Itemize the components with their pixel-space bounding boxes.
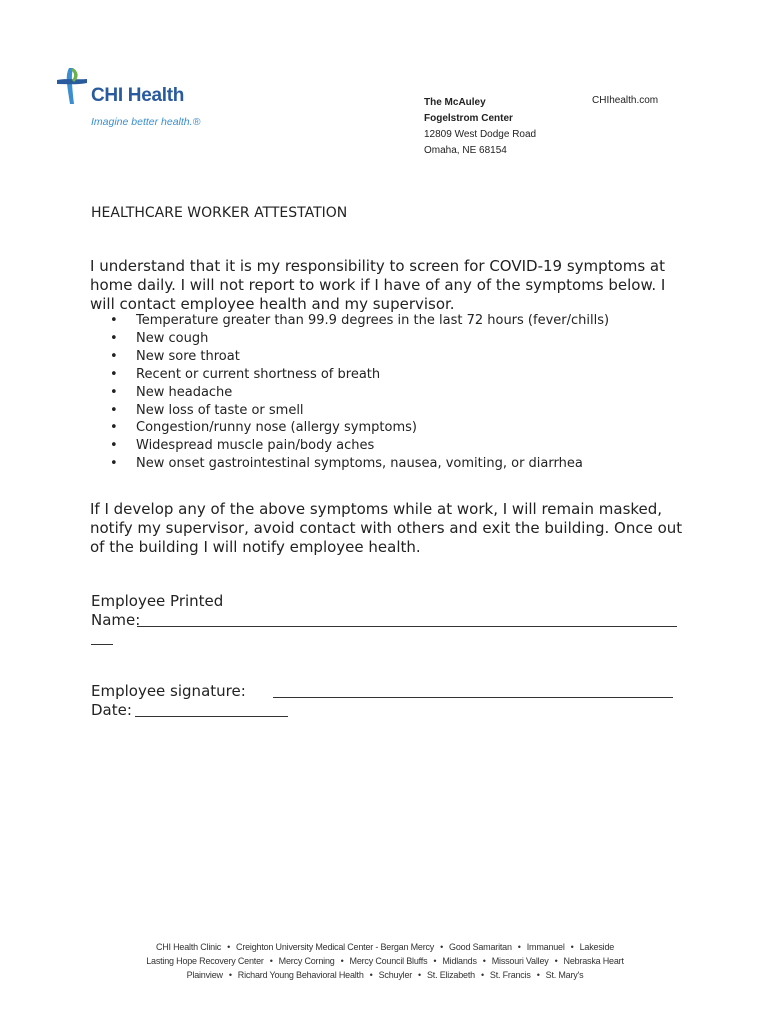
list-item (110, 312, 609, 330)
symptom-text: New onset gastrointestinal symptoms, nausea, vomiting, or diarrhea (136, 456, 583, 472)
followup-paragraph: If I develop any of the above symptoms while at work, I will remain masked, notify my supervisor, avoid contact with others and exit the building. Once out of the building I will notify employee health. (90, 500, 683, 556)
footer-row (0, 954, 770, 968)
location-name: Nebraska Heart (563, 956, 624, 966)
symptom-list (110, 312, 609, 473)
separator: • (482, 956, 486, 966)
address-line-4: Omaha, NE 68154 (424, 145, 507, 156)
symptom-text: Widespread muscle pain/body aches (136, 438, 375, 454)
symptom-text: New loss of taste or smell (136, 402, 304, 418)
location-name: Lakeside (579, 942, 615, 952)
document-title: HEALTHCARE WORKER ATTESTATION (91, 205, 348, 221)
bullet: • (110, 366, 118, 382)
address-line-1: The McAuley (424, 97, 486, 108)
separator: • (433, 956, 437, 966)
bullet: • (110, 330, 118, 346)
chi-health-cross-icon (55, 66, 89, 106)
separator: • (418, 970, 421, 980)
location-name: Mercy Corning (278, 956, 335, 966)
list-item (110, 437, 609, 455)
location-name: Plainview (186, 970, 223, 980)
printed-name-label-1: Employee Printed (91, 592, 224, 610)
logo-name: CHI Health (91, 85, 185, 106)
separator: • (554, 956, 558, 966)
date-label: Date: (91, 701, 132, 719)
printed-name-field[interactable] (137, 626, 677, 627)
separator: • (536, 970, 540, 980)
separator: • (227, 942, 231, 952)
bullet: • (110, 420, 118, 436)
intro-paragraph: I understand that it is my responsibility to screen for COVID-19 symptoms at home daily. I will not report to work if I have of any of the symptoms below. I will contact employee health and my supervisor. (90, 257, 666, 313)
bullet: • (110, 456, 118, 472)
separator: • (228, 970, 232, 980)
list-item (110, 402, 609, 420)
address-block (424, 95, 536, 159)
location-name: St. Elizabeth (427, 970, 475, 980)
separator: • (517, 942, 521, 952)
address-line-2: Fogelstrom Center (424, 113, 513, 124)
date-field[interactable] (135, 716, 288, 717)
footer-locations (0, 940, 770, 982)
printed-name-field-continuation[interactable] (91, 644, 113, 645)
symptom-text: Temperature greater than 99.9 degrees in the last 72 hours (fever/chills) (136, 313, 610, 328)
separator: • (269, 956, 273, 966)
location-name: St. Francis (489, 970, 531, 980)
separator: • (480, 970, 484, 980)
location-name: St. Mary's (545, 970, 584, 980)
address-line-3: 12809 West Dodge Road (424, 129, 537, 140)
location-name: CHI Health Clinic (155, 942, 222, 952)
symptom-text: New cough (136, 330, 209, 346)
location-name: Schuyler (378, 970, 413, 980)
location-name: Midlands (442, 956, 477, 966)
location-name: Immanuel (526, 942, 565, 952)
location-name: Richard Young Behavioral Health (237, 970, 364, 980)
list-item (110, 348, 609, 366)
signature-field[interactable] (273, 697, 673, 698)
bullet: • (110, 438, 118, 454)
symptom-text: New headache (136, 384, 233, 400)
location-name: Mercy Council Bluffs (349, 956, 428, 966)
website-text: CHIhealth.com (592, 95, 659, 106)
printed-name-label-2: Name: (91, 611, 141, 629)
bullet: • (110, 384, 118, 400)
footer-row (0, 940, 770, 954)
list-item (110, 384, 609, 402)
logo-tagline: Imagine better health.® (91, 116, 201, 128)
separator: • (369, 970, 373, 980)
location-name: Creighton University Medical Center - Bergan Mercy (236, 942, 435, 952)
separator: • (440, 942, 444, 952)
list-item (110, 330, 609, 348)
list-item (110, 455, 609, 473)
bullet: • (110, 402, 118, 418)
location-name: Lasting Hope Recovery Center (146, 956, 264, 966)
location-name: Good Samaritan (449, 942, 512, 952)
list-item (110, 366, 609, 384)
separator: • (340, 956, 344, 966)
location-name: Missouri Valley (491, 956, 549, 966)
symptom-text: Recent or current shortness of breath (136, 366, 381, 382)
separator: • (570, 942, 574, 952)
symptom-text: Congestion/runny nose (allergy symptoms) (136, 420, 417, 436)
signature-label: Employee signature: (91, 682, 246, 700)
symptom-text: New sore throat (136, 348, 240, 364)
footer-row (0, 968, 770, 982)
list-item (110, 419, 609, 437)
bullet: • (110, 348, 118, 364)
bullet: • (110, 313, 118, 328)
chi-health-logo (55, 66, 225, 136)
